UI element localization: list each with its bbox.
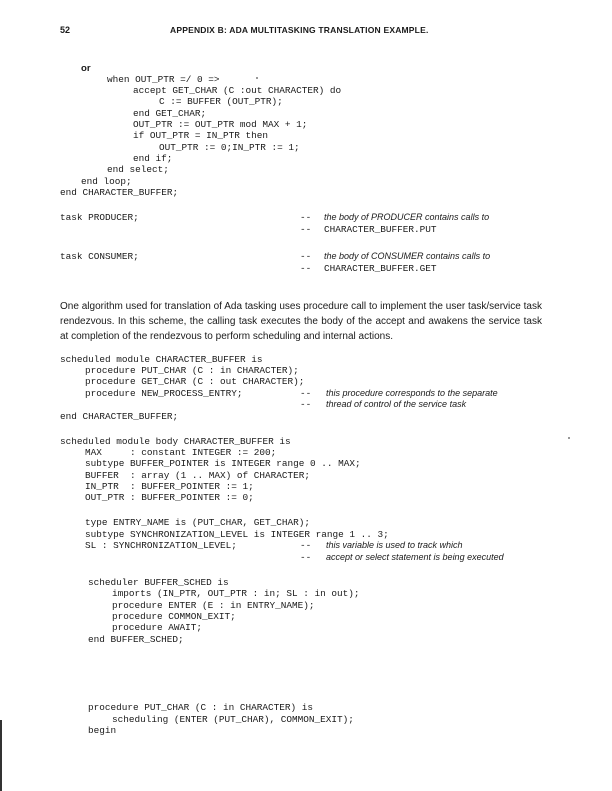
- scan-edge-rule: [0, 720, 2, 791]
- code-line: end BUFFER_SCHED;: [88, 634, 184, 645]
- code-line: scheduled module body CHARACTER_BUFFER is: [60, 436, 291, 447]
- code-line: OUT_PTR := 0;IN_PTR := 1;: [159, 142, 300, 153]
- comment: the body of CONSUMER contains calls to: [324, 251, 491, 261]
- comment-dash: --: [300, 224, 312, 235]
- task-producer: task PRODUCER;: [60, 212, 139, 223]
- code-line: imports (IN_PTR, OUT_PTR : in; SL : in out);: [112, 588, 360, 599]
- code-line: C := BUFFER (OUT_PTR);: [159, 96, 283, 107]
- scan-speck: [568, 437, 570, 439]
- code-line: end loop;: [81, 176, 132, 187]
- body-paragraph: One algorithm used for translation of Ada tasking uses procedure call to implement the user task/service task rendezvous. In this scheme, the calling task executes the body of the accept and awakens the service task at completion of the rendezvous to perform scheduling and internal actions.: [60, 301, 542, 342]
- comment-dash: --: [300, 212, 312, 223]
- code-line: type ENTRY_NAME is (PUT_CHAR, GET_CHAR);: [85, 517, 311, 528]
- code-line: end CHARACTER_BUFFER;: [60, 411, 179, 422]
- code-line: MAX : constant INTEGER := 200;: [85, 447, 277, 458]
- comment: this procedure corresponds to the separate: [326, 388, 498, 398]
- task-consumer: task CONSUMER;: [60, 251, 139, 262]
- code-line: end if;: [133, 153, 173, 164]
- code-line: IN_PTR : BUFFER_POINTER := 1;: [85, 481, 254, 492]
- comment-dash: --: [300, 263, 312, 274]
- code-line: end CHARACTER_BUFFER;: [60, 187, 179, 198]
- code-line: accept GET_CHAR (C :out CHARACTER) do: [133, 85, 342, 96]
- code-line: SL : SYNCHRONIZATION_LEVEL;: [85, 540, 237, 551]
- comment: thread of control of the service task: [326, 399, 467, 409]
- code-line: procedure ENTER (E : in ENTRY_NAME);: [112, 600, 315, 611]
- comment-dash: --: [300, 251, 312, 262]
- code-line: subtype BUFFER_POINTER is INTEGER range 0 .. MAX;: [85, 458, 361, 469]
- code-line: procedure AWAIT;: [112, 622, 203, 633]
- page-number: 52: [60, 25, 71, 35]
- scan-speck: [256, 77, 258, 79]
- code-line: procedure PUT_CHAR (C : in CHARACTER);: [85, 365, 299, 376]
- code-line: end GET_CHAR;: [133, 108, 207, 119]
- code-line: scheduler BUFFER_SCHED is: [88, 577, 229, 588]
- comment: CHARACTER_BUFFER.GET: [324, 263, 437, 274]
- comment-dash: --: [300, 399, 312, 410]
- code-line: scheduling (ENTER (PUT_CHAR), COMMON_EXIT);: [112, 714, 354, 725]
- code-line: procedure PUT_CHAR (C : in CHARACTER) is: [88, 702, 314, 713]
- running-head: APPENDIX B: ADA MULTITASKING TRANSLATION EXAMPLE.: [170, 25, 429, 35]
- code-line: OUT_PTR := OUT_PTR mod MAX + 1;: [133, 119, 308, 130]
- comment-dash: --: [300, 540, 312, 551]
- code-line: procedure GET_CHAR (C : out CHARACTER);: [85, 376, 305, 387]
- comment: CHARACTER_BUFFER.PUT: [324, 224, 437, 235]
- code-line: scheduled module CHARACTER_BUFFER is: [60, 354, 263, 365]
- comment: accept or select statement is being executed: [326, 552, 504, 562]
- code-line: when OUT_PTR =/ 0 =>: [107, 74, 220, 85]
- code-line: OUT_PTR : BUFFER_POINTER := 0;: [85, 492, 254, 503]
- code-line: begin: [88, 725, 117, 736]
- code-line: subtype SYNCHRONIZATION_LEVEL is INTEGER range 1 .. 3;: [85, 529, 389, 540]
- code-line: or: [81, 63, 91, 74]
- code-line: if OUT_PTR = IN_PTR then: [133, 130, 269, 141]
- comment: this variable is used to track which: [326, 540, 463, 550]
- comment-dash: --: [300, 388, 312, 399]
- code-line: procedure NEW_PROCESS_ENTRY;: [85, 388, 243, 399]
- code-line: procedure COMMON_EXIT;: [112, 611, 236, 622]
- code-line: end select;: [107, 164, 169, 175]
- code-line: BUFFER : array (1 .. MAX) of CHARACTER;: [85, 470, 311, 481]
- comment: the body of PRODUCER contains calls to: [324, 212, 490, 222]
- comment-dash: --: [300, 552, 312, 563]
